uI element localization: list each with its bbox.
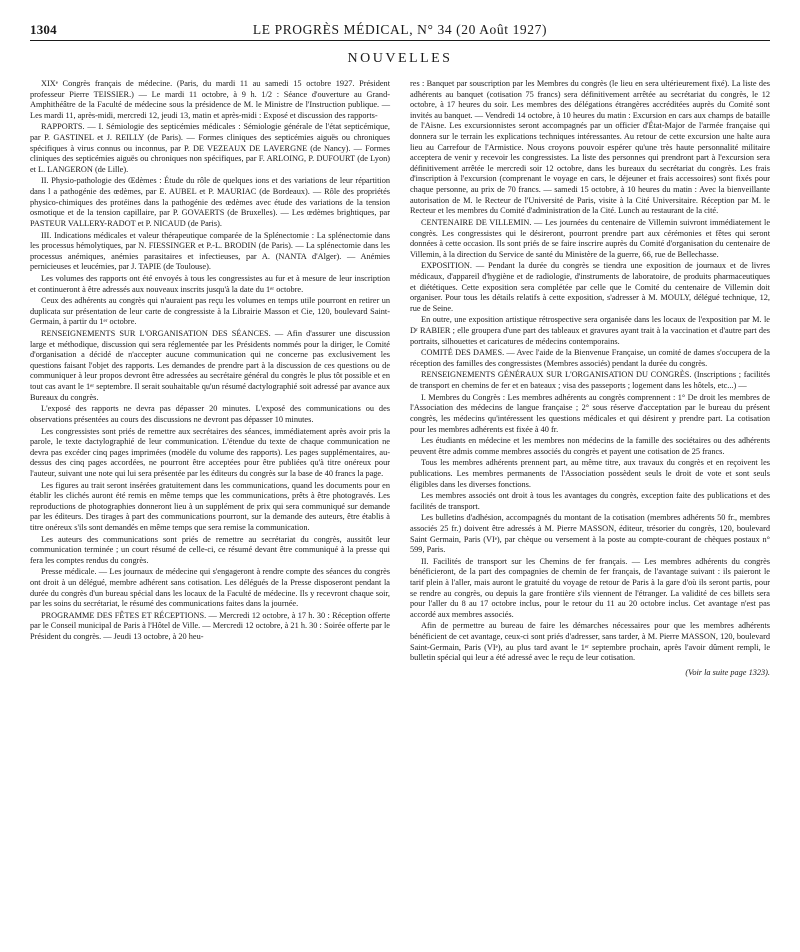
paragraph: CENTENAIRE DE VILLEMIN. — Les journées du centenaire de Villemin suivront immédiatement le congrès. Les congressistes qui le désireront, pourront prendre part aux cérémonies et fêtes qui seront données à cette occasion. Ils sont priés de se faire inscrire auprès du Comité d'organisation du centenaire de Villemin, à la direction du Service de santé du Ministère de la guerre, 66, rue de Bellechasse. [410,217,770,259]
paragraph: Les étudiants en médecine et les membres non médecins de la famille des sociétaires ou des adhérents peuvent être admis comme membres associés du congrès et payent une cotisation de 25 francs. [410,436,770,456]
paragraph: Les congressistes sont priés de remettre aux secrétaires des séances, immédiatement après avoir pris la parole, le texte dactylographié de leur communication. L'étendue du texte de chaque communication ne devra pas excéder cinq pages imprimées (modèle du volume des rapports). Les pages supplémentaires, au-dessus des cinq pages accordées, ne pourront être acceptées pour être publiées qu'à titre onéreux pour l'auteur, suivant une note qui lui sera présentée par les éditeurs du congrès sur la base de 40 francs la page. [30,426,390,478]
paragraph: Presse médicale. — Les journaux de médecine qui s'engageront à rendre compte des séances du congrès ont droit à un délégué, membre adhérent sans cotisation. Les délégués de la Presse disposeront pendant la durée du congrès d'un bureau spécial dans les locaux de la Faculté de médecine. Ils y recevront chaque soir, par les soins du secrétariat, le résumé des communications faites dans la journée. [30,567,390,609]
paragraph: Les figures au trait seront insérées gratuitement dans les communications, quand les documents pour en établir les clichés auront été remis en même temps que les communications, prêts à être photogravés. Les reproductions de photographies donneront lieu à un supplément de prix qui sera communiqué sur demande par les éditeurs. Des tirages à part des communications pourront, sur la demande des auteurs, être établis à titre onéreux s'ils sont demandés en même temps que sera remise la communication. [30,480,390,532]
paragraph: En outre, une exposition artistique rétrospective sera organisée dans les locaux de l'exposition par M. le Dʳ RABIER ; elle groupera d'une part des tableaux et gravures ayant trait à la vaccination et d'autre part des portraits, silhouettes et caricatures de médecins contemporains. [410,315,770,346]
paragraph: I. Membres du Congrès : Les membres adhérents au congrès comprennent : 1° De droit les membres de l'Association des médecins de langue française ; 2° sous réserve d'acceptation par le bureau du présent congrès, les médecins qu'intéressent les questions médicales et qui désirent y prendre part. La cotisation pour les membres adhérents est fixée à 40 fr. [410,392,770,434]
paragraph: XIXᵉ Congrès français de médecine. (Paris, du mardi 11 au samedi 15 octobre 1927. Président professeur Pierre TEISSIER.) — Le mardi 11 octobre, à 9 h. 1/2 : Séance d'ouverture au Grand-Amphithéâtre de la Faculté de médecine sous la présidence de M. le Ministre de l'Instruction publique. — Les mardi 11, après-midi, mercredi 12, jeudi 13, matin et après-midi : Exposé et discussion des rapports- [30,79,390,120]
paragraph: II. Physio-pathologie des Œdèmes : Étude du rôle de quelques ions et des variations de leur répartition dans l a pathogénie des œdèmes, par E. AUBEL et P. MAURIAC (de Bordeaux). — Rôle des propriétés physico-chimiques des protéines dans la pathogénie des œdèmes avec étude des variations de la tension osmotique et de la tension capillaire, par P. GOVAERTS (de Bruxelles). — Les œdèmes brightiques, par PASTEUR VALLERY-RADOT et P. NICAUD (de Paris). [30,176,390,228]
page-number: 1304 [30,22,57,37]
paragraph: III. Indications médicales et valeur thérapeutique comparée de la Splénectomie : La splénectomie dans les processus hémolytiques, par N. FIESSINGER et P.-L. BRODIN (de Paris). — La splénectomie dans les processus anémiques, anémies parasitaires et infectieuses, par A. (NANTA d'Alger). — Anémies pernicieuses et leucémies, par J. TAPIE (de Toulouse). [30,230,390,272]
paragraph: Les volumes des rapports ont été envoyés à tous les congressistes au fur et à mesure de leur inscription et continueront à être adressés aux nouveaux inscrits jusqu'à la date du 1ᵉʳ octobre. [30,273,390,294]
paragraph: Ceux des adhérents au congrès qui n'auraient pas reçu les volumes en temps utile pourront en retirer un duplicata sur présentation de leur carte de congressiste à la Librairie Masson et Cie, 120, boulevard Saint-Germain, à partir du 1ᵉʳ octobre. [30,296,390,327]
paragraph: Tous les membres adhérents prennent part, au même titre, aux travaux du congrès et en reçoivent les publications. Les membres permanents de l'Association possèdent seuls le droit de vote et sont seuls éligibles dans les diverses fonctions. [410,458,770,489]
two-column-body [30,79,770,941]
paragraph: COMITÉ DES DAMES. — Avec l'aide de la Bienvenue Française, un comité de dames s'occupera de la réception des familles des congressistes (Membres associés) pendant la durée du congrès. [410,348,770,368]
paragraph: Les bulletins d'adhésion, accompagnés du montant de la cotisation (membres adhérents 50 fr., membres associés 25 fr.) doivent être adressés à M. Pierre MASSON, éditeur, trésorier du congrès, 120, boulevard Saint Germain, Paris (VIᵉ), par chèque ou versement à la poste au compte-courant de chèques postaux n° 599, Paris. [410,513,770,555]
paragraph: L'exposé des rapports ne devra pas dépasser 20 minutes. L'exposé des communications ou des observations présentées au cours des discussions ne devront pas dépasser 10 minutes. [30,404,390,424]
paragraph: Les membres associés ont droit à tous les avantages du congrès, exception faite des publications et des facilités de transport. [410,491,770,511]
page-title: NOUVELLES [347,51,453,66]
paragraph: RENSEIGNEMENTS GÉNÉRAUX SUR L'ORGANISATION DU CONGRÈS. (Inscriptions ; facilités de transport en chemins de fer et en bateaux ; visa des passeports ; logement dans les hôtels, etc...) — [410,370,770,391]
paragraph: Les auteurs des communications sont priés de remettre au secrétariat du congrès, aussitôt leur communication terminée ; un court résumé de celle-ci, ce résumé devant être communiqué à la presse qui fera les comptes rendus du congrès. [30,534,390,565]
paragraph: Afin de permettre au bureau de faire les démarches nécessaires pour que les membres adhérents bénéficient de cet avantage, ceux-ci sont priés d'adresser, sans tarder, à M. Pierre MASSON, 120, boulevard Saint-Germain, Paris (VIᵉ), au plus tard avant le 1ᵉʳ septembre prochain, après l'avoir dûment rempli, le bulletin spécial qui leur a été adressé avec le reçu de leur cotisation. [410,621,770,663]
paragraph: RENSEIGNEMENTS SUR L'ORGANISATION DES SÉANCES. — Afin d'assurer une discussion large et méthodique, discussion qui sera réglementée par les Présidents nommés pour la diriger, le Comité d'organisation a décidé de n'accepter aucune communication qui ne concerne pas exclusivement les questions faisant l'objet des rapports. Les demandes de prendre part à la discussion de ces questions ou de communiquer à leur propos devront être adressées au secrétaire général du congrès le plus tôt possible et en tout cas avant le 1ᵉʳ septembre. Il serait souhaitable qu'un résumé dactylographié soit adressé par avance aux Bureaux du congrès. [30,329,390,402]
paragraph: res : Banquet par souscription par les Membres du congrès (le lieu en sera ultérieurement fixé). La liste des adhérents au banquet (cotisation 75 francs) sera définitivement arrêtée au secrétariat du congrès, le 12 octobre, à 17 heures du soir. Les membres des délégations étrangères accréditées auprès du Comité sont invités au banquet. — Vendredi 14 octobre, à 10 heures du matin : Excursion en cars aux champs de bataille de l'Aisne. Les excursionnistes seront accompagnés par un officier d'État-Major de l'armée française qui donnera sur le terrain les explications techniques intéressantes. Au retour de cette excursion une halte aura lieu au Carrefour de l'Armistice. Nous croyons pouvoir espérer qu'une très haute personnalité militaire acceptera de venir y recevoir les congressistes. La liste des personnes qui prendront part à l'excursion sera définitivement arrêtée le mercredi soir 12 octobre, dans les bureaux du secrétariat du congrès. Les frais d'inscription à l'excursion (comprenant le voyage en cars, le déjeuner et frais accessoires) sont fixés pour chaque personne, au prix de 70 francs. — samedi 15 octobre, à 10 heures du matin : Avec la bienveillante autorisation de M. le Recteur de l'Université de Paris, visite à la Cité Universitaire. Réception par M. le Recteur et les membres du Comité d'administration de la Cité. Lunch au restaurant de la cité. [410,79,770,216]
header-rule [30,40,770,41]
running-head [30,22,770,38]
right-column [410,79,770,941]
journal-title: LE PROGRÈS MÉDICAL, N° 34 (20 Août 1927) [252,22,548,37]
paragraph: RAPPORTS. — I. Sémiologie des septicémies médicales : Sémiologie générale de l'état septicémique, par P. GASTINEL et J. REILLY (de Paris). — Formes cliniques des septicémies aiguës ou chroniques spécifiques à virus connus ou inconnus, par P. DE VEZEAUX DE LAVERGNE (de Nancy). — Formes cliniques des septicémies aiguës ou chroniques non spécifiques, par F. ARLOING, P. DUFOURT (de Lyon) et L. LANGERON (de Lille). [30,122,390,174]
paragraph: EXPOSITION. — Pendant la durée du congrès se tiendra une exposition de journaux et de livres médicaux, d'appareil d'hygiène et de radiologie, d'instruments de laboratoire, de produits pharmaceutiques et diététiques. Cette exposition sera complétée par celle que le Comité du centenaire de Villemin doit organiser. Pour tous les détails relatifs à cette exposition, s'adresser à M. MOULY, délégué technique, 12, rue de Seine. [410,261,770,313]
paragraph: PROGRAMME DES FÊTES ET RÉCEPTIONS. — Mercredi 12 octobre, à 17 h. 30 : Réception offerte par le Conseil municipal de Paris à l'Hôtel de Ville. — Mercredi 12 octobre, à 21 h. 30 : Soirée offerte par le Président du congrès. — Jeudi 13 octobre, à 20 heu- [30,610,390,642]
continuation-note: (Voir la suite page 1323). [685,667,770,677]
paragraph: II. Facilités de transport sur les Chemins de fer français. — Les membres adhérents du congrès bénéficieront, de la part des compagnies de chemin de fer français, de l'avantage suivant : ils paieront le tarif plein à l'aller, mais auront le gratuité du voyage de retour de Paris à la gare d'où ils seront partis, pour se rendre au congrès, ou depuis la gare frontière s'ils viennent de l'étranger. La validité de ces billets sera pour l'aller du 8 au 17 octobre inclus, pour le retour du 11 au 20 octobre inclus. Cet avantage n'est pas accordé aux membres associés. [410,556,770,619]
left-column [30,79,390,941]
